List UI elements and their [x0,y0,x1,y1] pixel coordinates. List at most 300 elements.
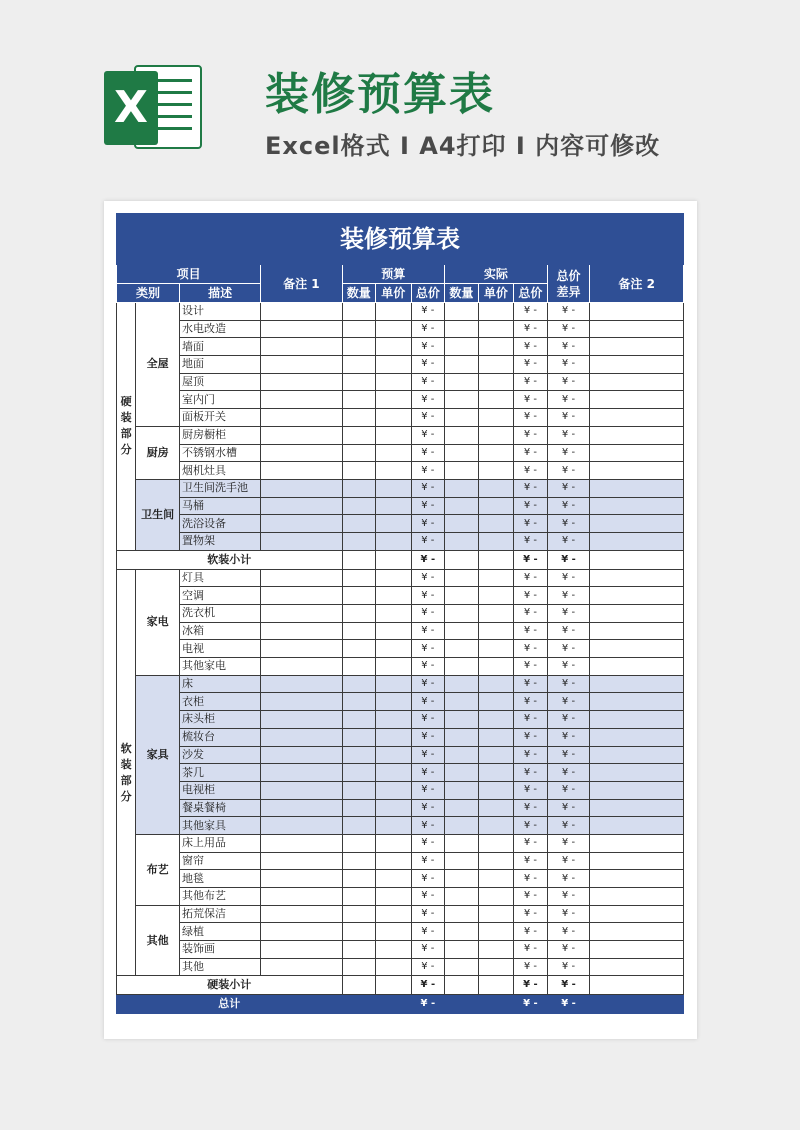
actual-qty-cell[interactable] [445,569,479,587]
budget-total-cell: ¥ - [411,870,445,888]
budget-qty-cell[interactable] [342,569,376,587]
remark2-cell[interactable] [590,479,684,497]
actual-qty-cell[interactable] [445,338,479,356]
actual-total-cell: ¥ - [514,799,548,817]
actual-qty-cell[interactable] [445,817,479,835]
remark2-cell[interactable] [590,817,684,835]
budget-unit-price-cell[interactable] [376,640,412,658]
total-diff-cell: ¥ - [547,905,590,923]
budget-unit-price-cell[interactable] [376,764,412,782]
remark1-cell[interactable] [261,515,342,533]
actual-unit-price-cell[interactable] [478,409,514,427]
remark1-cell[interactable] [261,852,342,870]
budget-qty-cell[interactable] [342,409,376,427]
total-diff-cell: ¥ - [547,852,590,870]
budget-qty-cell[interactable] [342,905,376,923]
actual-qty-cell[interactable] [445,941,479,959]
budget-qty-cell[interactable] [342,923,376,941]
actual-total-cell: ¥ - [514,462,548,480]
budget-unit-price-cell[interactable] [376,569,412,587]
budget-total-cell: ¥ - [411,905,445,923]
remark1-cell[interactable] [261,781,342,799]
total-diff-cell: ¥ - [547,675,590,693]
actual-qty-cell[interactable] [445,870,479,888]
actual-unit-price-cell[interactable] [478,391,514,409]
budget-unit-price-cell[interactable] [376,711,412,729]
actual-total-cell: ¥ - [514,923,548,941]
remark1-cell[interactable] [261,532,342,550]
remark1-cell[interactable] [261,303,342,321]
remark1-cell[interactable] [261,569,342,587]
budget-unit-price-cell[interactable] [376,958,412,976]
total-diff-cell: ¥ - [547,693,590,711]
budget-unit-price-cell[interactable] [376,941,412,959]
actual-unit-price-cell[interactable] [478,587,514,605]
budget-unit-price-cell[interactable] [376,799,412,817]
actual-qty-cell[interactable] [445,515,479,533]
remark1-cell[interactable] [261,799,342,817]
remark2-cell[interactable] [590,781,684,799]
actual-total-cell: ¥ - [514,941,548,959]
remark1-cell[interactable] [261,426,342,444]
remark2-cell[interactable] [590,941,684,959]
remark1-cell[interactable] [261,764,342,782]
actual-qty-cell[interactable] [445,532,479,550]
item-description: 灯具 [179,569,260,587]
budget-unit-price-cell[interactable] [376,338,412,356]
remark2-cell[interactable] [590,658,684,676]
budget-qty-cell[interactable] [342,658,376,676]
actual-unit-price-cell[interactable] [478,799,514,817]
total-diff: ¥ - [547,995,590,1014]
remark2-cell[interactable] [590,711,684,729]
budget-qty-cell[interactable] [342,834,376,852]
actual-total-cell: ¥ - [514,497,548,515]
actual-qty-cell[interactable] [445,391,479,409]
table-row [117,675,684,693]
budget-qty-cell[interactable] [342,515,376,533]
remark2-cell[interactable] [590,373,684,391]
remark1-cell[interactable] [261,587,342,605]
table-row [117,834,684,852]
actual-unit-price-cell[interactable] [478,605,514,623]
actual-unit-price-cell[interactable] [478,764,514,782]
budget-qty-cell[interactable] [342,640,376,658]
actual-unit-price-cell[interactable] [478,888,514,906]
remark2-cell[interactable] [590,905,684,923]
budget-unit-price-cell[interactable] [376,444,412,462]
actual-unit-price-cell[interactable] [478,834,514,852]
actual-unit-price-cell[interactable] [478,728,514,746]
remark1-cell[interactable] [261,923,342,941]
budget-total-cell: ¥ - [411,799,445,817]
actual-unit-price-cell[interactable] [478,622,514,640]
remark1-cell[interactable] [261,941,342,959]
actual-total-cell: ¥ - [514,444,548,462]
remark2-cell[interactable] [590,605,684,623]
remark1-cell[interactable] [261,373,342,391]
table-row [117,941,684,959]
budget-total-cell: ¥ - [411,356,445,374]
total-diff-cell: ¥ - [547,764,590,782]
actual-unit-price-cell[interactable] [478,923,514,941]
header-actual-qty: 数量 [445,284,479,303]
subtotal-budget: ¥ - [411,976,445,995]
budget-qty-cell[interactable] [342,479,376,497]
actual-qty-cell[interactable] [445,605,479,623]
item-description: 马桶 [179,497,260,515]
budget-unit-price-cell[interactable] [376,622,412,640]
remark2-cell[interactable] [590,622,684,640]
budget-unit-price-cell[interactable] [376,834,412,852]
remark2-cell[interactable] [590,444,684,462]
actual-unit-price-cell[interactable] [478,941,514,959]
table-row [117,444,684,462]
budget-unit-price-cell[interactable] [376,817,412,835]
total-diff-cell: ¥ - [547,888,590,906]
budget-qty-cell[interactable] [342,338,376,356]
budget-qty-cell[interactable] [342,444,376,462]
remark2-cell[interactable] [590,409,684,427]
budget-qty-cell[interactable] [342,605,376,623]
remark2-cell[interactable] [590,391,684,409]
budget-qty-cell[interactable] [342,462,376,480]
header-project: 项目 [117,265,261,284]
budget-unit-price-cell[interactable] [376,728,412,746]
budget-qty-cell[interactable] [342,391,376,409]
remark1-cell[interactable] [261,640,342,658]
remark2-cell[interactable] [590,640,684,658]
group-label: 卫生间 [136,479,180,550]
remark1-cell[interactable] [261,728,342,746]
actual-qty-cell[interactable] [445,852,479,870]
actual-total-cell: ¥ - [514,426,548,444]
remark2-cell[interactable] [590,515,684,533]
actual-unit-price-cell[interactable] [478,515,514,533]
budget-unit-price-cell[interactable] [376,923,412,941]
actual-unit-price-cell[interactable] [478,746,514,764]
budget-qty-cell[interactable] [342,728,376,746]
remark1-cell[interactable] [261,320,342,338]
budget-unit-price-cell[interactable] [376,781,412,799]
budget-total-cell: ¥ - [411,391,445,409]
table-row [117,852,684,870]
remark1-cell[interactable] [261,658,342,676]
item-description: 室内门 [179,391,260,409]
empty-cell [478,550,514,569]
total-diff-cell: ¥ - [547,515,590,533]
remark2-cell[interactable] [590,569,684,587]
actual-total-cell: ¥ - [514,711,548,729]
budget-qty-cell[interactable] [342,958,376,976]
remark1-cell[interactable] [261,444,342,462]
budget-qty-cell[interactable] [342,320,376,338]
remark1-cell[interactable] [261,391,342,409]
total-diff-cell: ¥ - [547,569,590,587]
budget-unit-price-cell[interactable] [376,888,412,906]
budget-qty-cell[interactable] [342,587,376,605]
remark1-cell[interactable] [261,622,342,640]
remark1-cell[interactable] [261,693,342,711]
actual-unit-price-cell[interactable] [478,373,514,391]
budget-unit-price-cell[interactable] [376,409,412,427]
actual-qty-cell[interactable] [445,373,479,391]
budget-total-cell: ¥ - [411,888,445,906]
remark2-cell[interactable] [590,870,684,888]
actual-qty-cell[interactable] [445,320,479,338]
total-diff-cell: ¥ - [547,728,590,746]
section-label-hard: 硬 装 部 分 [117,303,136,551]
total-diff-cell: ¥ - [547,320,590,338]
actual-qty-cell[interactable] [445,746,479,764]
actual-unit-price-cell[interactable] [478,870,514,888]
remark2-cell[interactable] [590,764,684,782]
total-actual: ¥ - [514,995,548,1014]
actual-qty-cell[interactable] [445,587,479,605]
subtotal-label: 软装小计 [117,550,343,569]
remark2-cell[interactable] [590,532,684,550]
actual-qty-cell[interactable] [445,711,479,729]
actual-unit-price-cell[interactable] [478,675,514,693]
item-description: 烟机灶具 [179,462,260,480]
actual-qty-cell[interactable] [445,444,479,462]
budget-unit-price-cell[interactable] [376,587,412,605]
actual-unit-price-cell[interactable] [478,781,514,799]
budget-qty-cell[interactable] [342,941,376,959]
remark1-cell[interactable] [261,958,342,976]
budget-qty-cell[interactable] [342,675,376,693]
empty-cell [376,995,412,1014]
actual-qty-cell[interactable] [445,799,479,817]
budget-total-cell: ¥ - [411,497,445,515]
budget-unit-price-cell[interactable] [376,658,412,676]
subtotal-budget: ¥ - [411,550,445,569]
budget-qty-cell[interactable] [342,532,376,550]
budget-unit-price-cell[interactable] [376,462,412,480]
remark2-cell[interactable] [590,888,684,906]
remark2-cell[interactable] [590,338,684,356]
budget-total-cell: ¥ - [411,693,445,711]
actual-qty-cell[interactable] [445,888,479,906]
remark1-cell[interactable] [261,711,342,729]
remark1-cell[interactable] [261,746,342,764]
budget-qty-cell[interactable] [342,497,376,515]
item-description: 茶几 [179,764,260,782]
budget-unit-price-cell[interactable] [376,303,412,321]
remark2-cell[interactable] [590,497,684,515]
remark1-cell[interactable] [261,356,342,374]
remark1-cell[interactable] [261,605,342,623]
actual-total-cell: ¥ - [514,320,548,338]
budget-unit-price-cell[interactable] [376,426,412,444]
actual-qty-cell[interactable] [445,640,479,658]
budget-qty-cell[interactable] [342,817,376,835]
budget-unit-price-cell[interactable] [376,356,412,374]
actual-total-cell: ¥ - [514,817,548,835]
remark1-cell[interactable] [261,905,342,923]
remark2-cell[interactable] [590,746,684,764]
total-diff-cell: ¥ - [547,781,590,799]
actual-unit-price-cell[interactable] [478,356,514,374]
budget-qty-cell[interactable] [342,781,376,799]
table-row [117,658,684,676]
budget-unit-price-cell[interactable] [376,905,412,923]
actual-unit-price-cell[interactable] [478,958,514,976]
budget-qty-cell[interactable] [342,888,376,906]
actual-qty-cell[interactable] [445,497,479,515]
actual-qty-cell[interactable] [445,658,479,676]
actual-qty-cell[interactable] [445,781,479,799]
budget-unit-price-cell[interactable] [376,532,412,550]
remark2-cell[interactable] [590,834,684,852]
remark2-cell[interactable] [590,799,684,817]
remark1-cell[interactable] [261,834,342,852]
budget-qty-cell[interactable] [342,764,376,782]
actual-unit-price-cell[interactable] [478,462,514,480]
remark2-cell[interactable] [590,462,684,480]
remark2-cell[interactable] [590,728,684,746]
actual-unit-price-cell[interactable] [478,497,514,515]
budget-total-cell: ¥ - [411,958,445,976]
actual-qty-cell[interactable] [445,834,479,852]
remark1-cell[interactable] [261,675,342,693]
budget-qty-cell[interactable] [342,870,376,888]
table-row [117,497,684,515]
remark1-cell[interactable] [261,870,342,888]
table-row [117,905,684,923]
empty-cell [478,976,514,995]
budget-qty-cell[interactable] [342,746,376,764]
remark2-cell[interactable] [590,675,684,693]
budget-total-cell: ¥ - [411,711,445,729]
page-title: 装修预算表 [265,69,495,120]
actual-unit-price-cell[interactable] [478,479,514,497]
budget-unit-price-cell[interactable] [376,479,412,497]
actual-qty-cell[interactable] [445,356,479,374]
budget-unit-price-cell[interactable] [376,391,412,409]
actual-unit-price-cell[interactable] [478,658,514,676]
budget-qty-cell[interactable] [342,303,376,321]
budget-unit-price-cell[interactable] [376,693,412,711]
remark2-cell[interactable] [590,958,684,976]
budget-qty-cell[interactable] [342,799,376,817]
actual-unit-price-cell[interactable] [478,320,514,338]
actual-qty-cell[interactable] [445,958,479,976]
remark2-cell[interactable] [590,587,684,605]
budget-qty-cell[interactable] [342,426,376,444]
actual-unit-price-cell[interactable] [478,426,514,444]
actual-qty-cell[interactable] [445,905,479,923]
remark1-cell[interactable] [261,817,342,835]
actual-qty-cell[interactable] [445,462,479,480]
remark2-cell[interactable] [590,320,684,338]
budget-unit-price-cell[interactable] [376,870,412,888]
actual-qty-cell[interactable] [445,426,479,444]
actual-unit-price-cell[interactable] [478,711,514,729]
item-description: 冰箱 [179,622,260,640]
actual-unit-price-cell[interactable] [478,338,514,356]
remark1-cell[interactable] [261,338,342,356]
actual-qty-cell[interactable] [445,764,479,782]
remark1-cell[interactable] [261,409,342,427]
remark1-cell[interactable] [261,462,342,480]
actual-unit-price-cell[interactable] [478,817,514,835]
total-diff-cell: ¥ - [547,799,590,817]
empty-cell [590,550,684,569]
actual-unit-price-cell[interactable] [478,852,514,870]
excel-logo-icon [104,63,204,151]
actual-unit-price-cell[interactable] [478,444,514,462]
remark2-cell[interactable] [590,426,684,444]
actual-qty-cell[interactable] [445,675,479,693]
remark2-cell[interactable] [590,303,684,321]
remark1-cell[interactable] [261,888,342,906]
budget-qty-cell[interactable] [342,711,376,729]
actual-qty-cell[interactable] [445,303,479,321]
actual-unit-price-cell[interactable] [478,693,514,711]
remark2-cell[interactable] [590,693,684,711]
actual-unit-price-cell[interactable] [478,303,514,321]
budget-total-cell: ¥ - [411,479,445,497]
budget-qty-cell[interactable] [342,622,376,640]
table-row [117,799,684,817]
budget-unit-price-cell[interactable] [376,497,412,515]
remark1-cell[interactable] [261,479,342,497]
budget-unit-price-cell[interactable] [376,605,412,623]
total-diff-cell: ¥ - [547,409,590,427]
actual-unit-price-cell[interactable] [478,640,514,658]
actual-unit-price-cell[interactable] [478,532,514,550]
actual-qty-cell[interactable] [445,728,479,746]
actual-unit-price-cell[interactable] [478,905,514,923]
budget-total-cell: ¥ - [411,373,445,391]
item-description: 电视 [179,640,260,658]
item-description: 水电改造 [179,320,260,338]
budget-qty-cell[interactable] [342,356,376,374]
actual-total-cell: ¥ - [514,764,548,782]
total-diff-cell: ¥ - [547,711,590,729]
item-description: 沙发 [179,746,260,764]
budget-qty-cell[interactable] [342,693,376,711]
budget-unit-price-cell[interactable] [376,852,412,870]
actual-unit-price-cell[interactable] [478,569,514,587]
remark2-cell[interactable] [590,852,684,870]
actual-qty-cell[interactable] [445,479,479,497]
total-diff-cell: ¥ - [547,605,590,623]
budget-qty-cell[interactable] [342,852,376,870]
budget-unit-price-cell[interactable] [376,675,412,693]
remark2-cell[interactable] [590,356,684,374]
subtotal-diff: ¥ - [547,976,590,995]
subtotal-actual: ¥ - [514,976,548,995]
actual-qty-cell[interactable] [445,409,479,427]
budget-unit-price-cell[interactable] [376,515,412,533]
budget-unit-price-cell[interactable] [376,320,412,338]
table-row [117,320,684,338]
remark1-cell[interactable] [261,497,342,515]
header-category: 类别 [117,284,180,303]
actual-total-cell: ¥ - [514,303,548,321]
budget-unit-price-cell[interactable] [376,746,412,764]
remark2-cell[interactable] [590,923,684,941]
total-diff-cell: ¥ - [547,391,590,409]
budget-qty-cell[interactable] [342,373,376,391]
budget-unit-price-cell[interactable] [376,373,412,391]
actual-qty-cell[interactable] [445,622,479,640]
header-budget-unit-price: 单价 [376,284,412,303]
actual-qty-cell[interactable] [445,923,479,941]
actual-qty-cell[interactable] [445,693,479,711]
